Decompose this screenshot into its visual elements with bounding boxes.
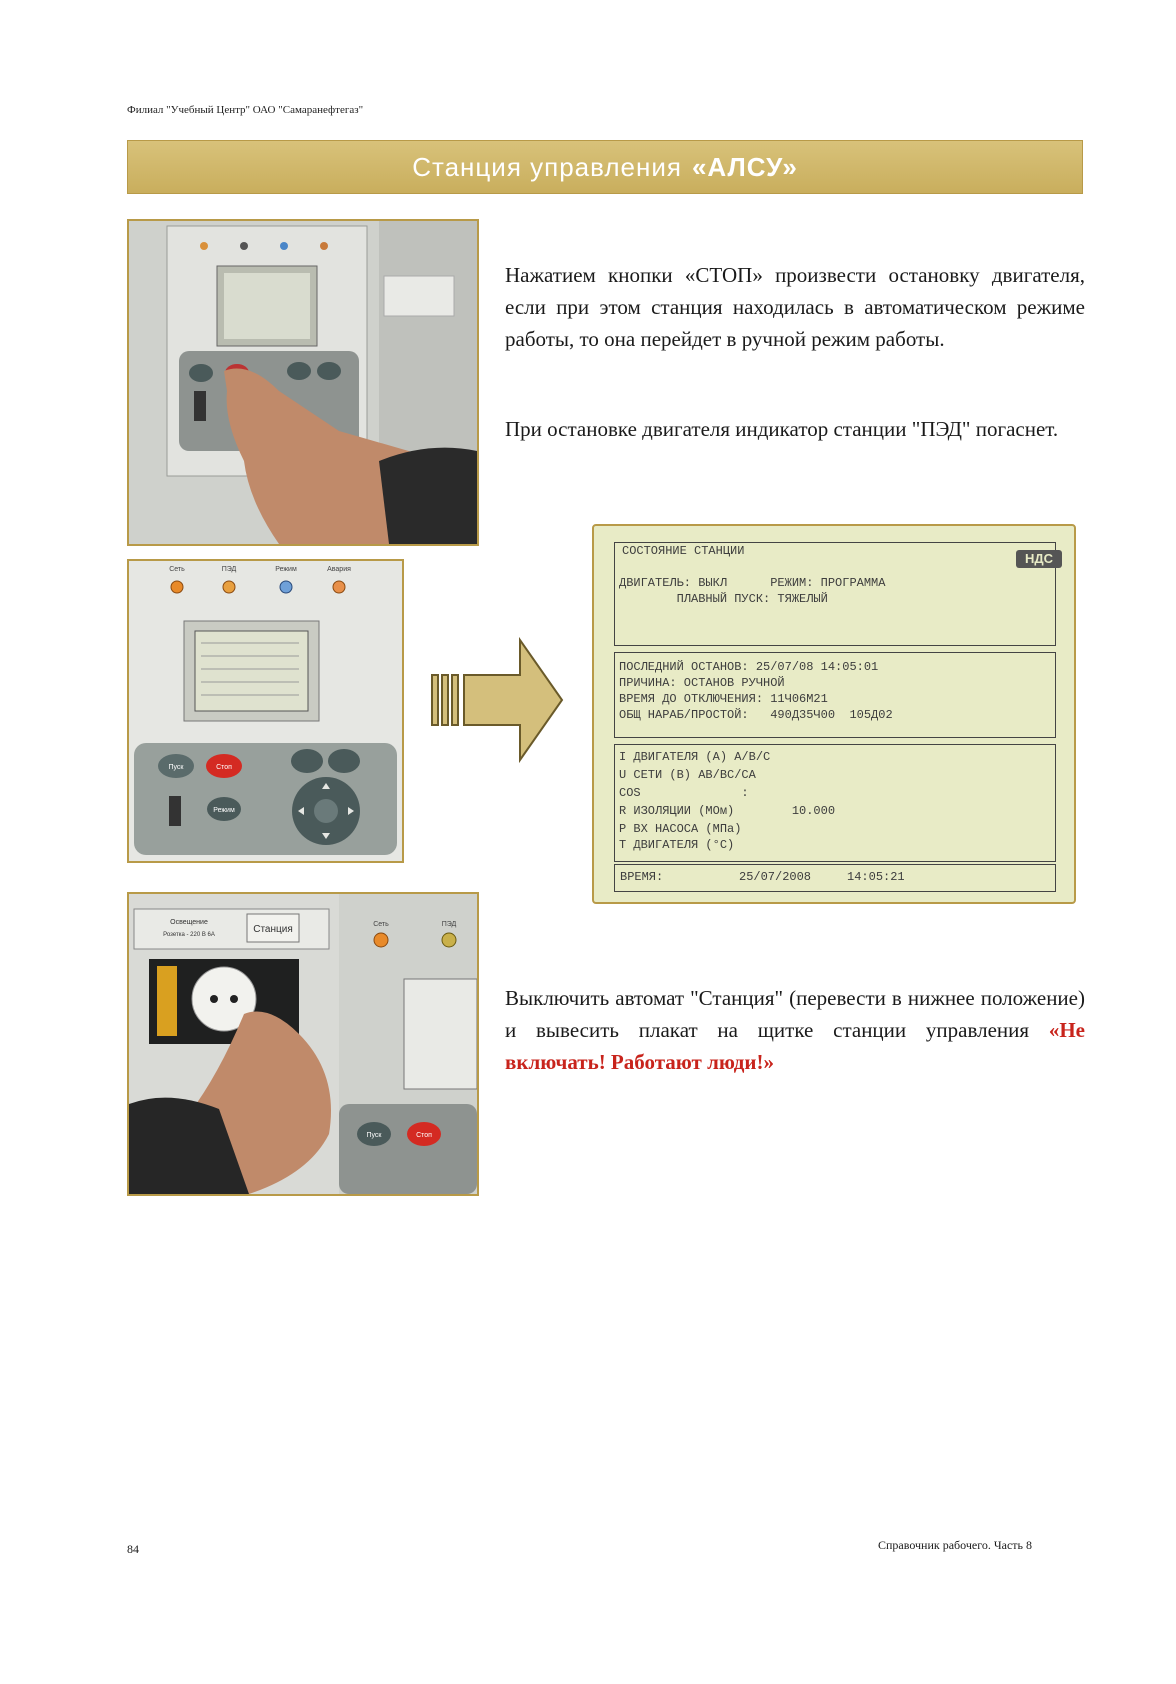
running-header: Филиал "Учебный Центр" ОАО "Самаранефтегаз"	[127, 104, 364, 116]
screen-time-label: ВРЕМЯ:	[620, 870, 664, 884]
back-button	[291, 749, 323, 773]
photo-control-panel	[127, 559, 404, 863]
screen-line: I ДВИГАТЕЛЯ (А) A/B/C	[619, 750, 771, 764]
indicator-label-motor: ПЭД	[221, 566, 237, 573]
instruction-paragraph-stop: Нажатием кнопки «СТОП» произвести остановку двигателя, если при этом станция находилась в автоматическом режиме работы, то она перейдет в ручной режим работы.	[505, 263, 1085, 351]
breaker-text: Выключить автомат "Станция" (перевести в нижнее положение) и вывесить плакат на щитке станции управления	[505, 986, 1085, 1042]
title-bold: «АЛСУ»	[691, 151, 798, 182]
network-lamp-icon	[171, 581, 183, 593]
screen-line: P ВХ НАСОСА (МПа)	[619, 822, 742, 836]
svg-text:Режим: Режим	[213, 807, 235, 814]
screen-line: ДВИГАТЕЛЬ: ВЫКЛ РЕЖИМ: ПРОГРАММА	[619, 576, 886, 590]
svg-text:Стоп: Стоп	[216, 764, 232, 771]
screen-line: ВРЕМЯ ДО ОТКЛЮЧЕНИЯ: 11Ч06М21	[619, 692, 828, 706]
station-status-screen	[592, 524, 1076, 904]
page-number: 84	[127, 1542, 139, 1556]
instruction-paragraph-indicator: При остановке двигателя индикатор станции "ПЭД" погаснет.	[505, 417, 1059, 441]
indicator-lamp-icon	[200, 242, 208, 250]
arrow-right-icon	[430, 635, 565, 765]
screen-line: ПРИЧИНА: ОСТАНОВ РУЧНОЙ	[619, 676, 785, 690]
breaker-label-socket: Розетка - 220 В 6А	[163, 932, 215, 938]
footer-title: Справочник рабочего. Часть 8	[878, 1538, 1033, 1552]
svg-text:Пуск: Пуск	[366, 1132, 382, 1139]
page-title	[127, 140, 1083, 194]
screen-line: COS :	[619, 786, 749, 800]
indicator-label-alarm: Авария	[327, 566, 351, 573]
motor-lamp-icon	[223, 581, 235, 593]
svg-text:Пуск: Пуск	[168, 764, 184, 771]
warning-text: «Не включать! Работают люди!»	[505, 1018, 1085, 1074]
breaker-label-lighting: Освещение	[170, 919, 208, 926]
mode-lamp-icon	[280, 581, 292, 593]
indicator-label-mode: Режим	[275, 566, 297, 573]
instruction-paragraph-breaker	[505, 982, 1085, 1078]
photo-breaker-switch	[127, 892, 479, 1196]
logo-icon: НДС	[1016, 550, 1062, 568]
key-switch-icon	[169, 796, 181, 826]
title-prefix: Станция управления	[412, 151, 682, 182]
menu-button	[328, 749, 360, 773]
svg-text:Стоп: Стоп	[416, 1132, 432, 1139]
alarm-lamp-icon	[333, 581, 345, 593]
screen-line: U СЕТИ (В) AB/BC/CA	[619, 768, 756, 782]
screen-line: R ИЗОЛЯЦИИ (МОм) 10.000	[619, 804, 836, 818]
screen-line: ПОСЛЕДНИЙ ОСТАНОВ: 25/07/08 14:05:01	[619, 660, 879, 674]
lower-indicator-motor: ПЭД	[441, 921, 457, 928]
screen-time-value: 25/07/2008 14:05:21	[739, 870, 905, 884]
indicator-label-network: Сеть	[169, 566, 185, 573]
photo-stop-button-press	[127, 219, 479, 546]
breaker-label-station: Станция	[253, 924, 293, 935]
screen-line: T ДВИГАТЕЛЯ (°С)	[619, 838, 735, 852]
screen-line: ПЛАВНЫЙ ПУСК: ТЯЖЕЛЫЙ	[619, 592, 828, 606]
screen-title: СОСТОЯНИЕ СТАНЦИИ	[622, 544, 745, 558]
screen-line: ОБЩ НАРАБ/ПРОСТОЙ: 490Д35Ч00 105Д02	[619, 708, 893, 722]
lower-indicator-network: Сеть	[373, 921, 389, 928]
